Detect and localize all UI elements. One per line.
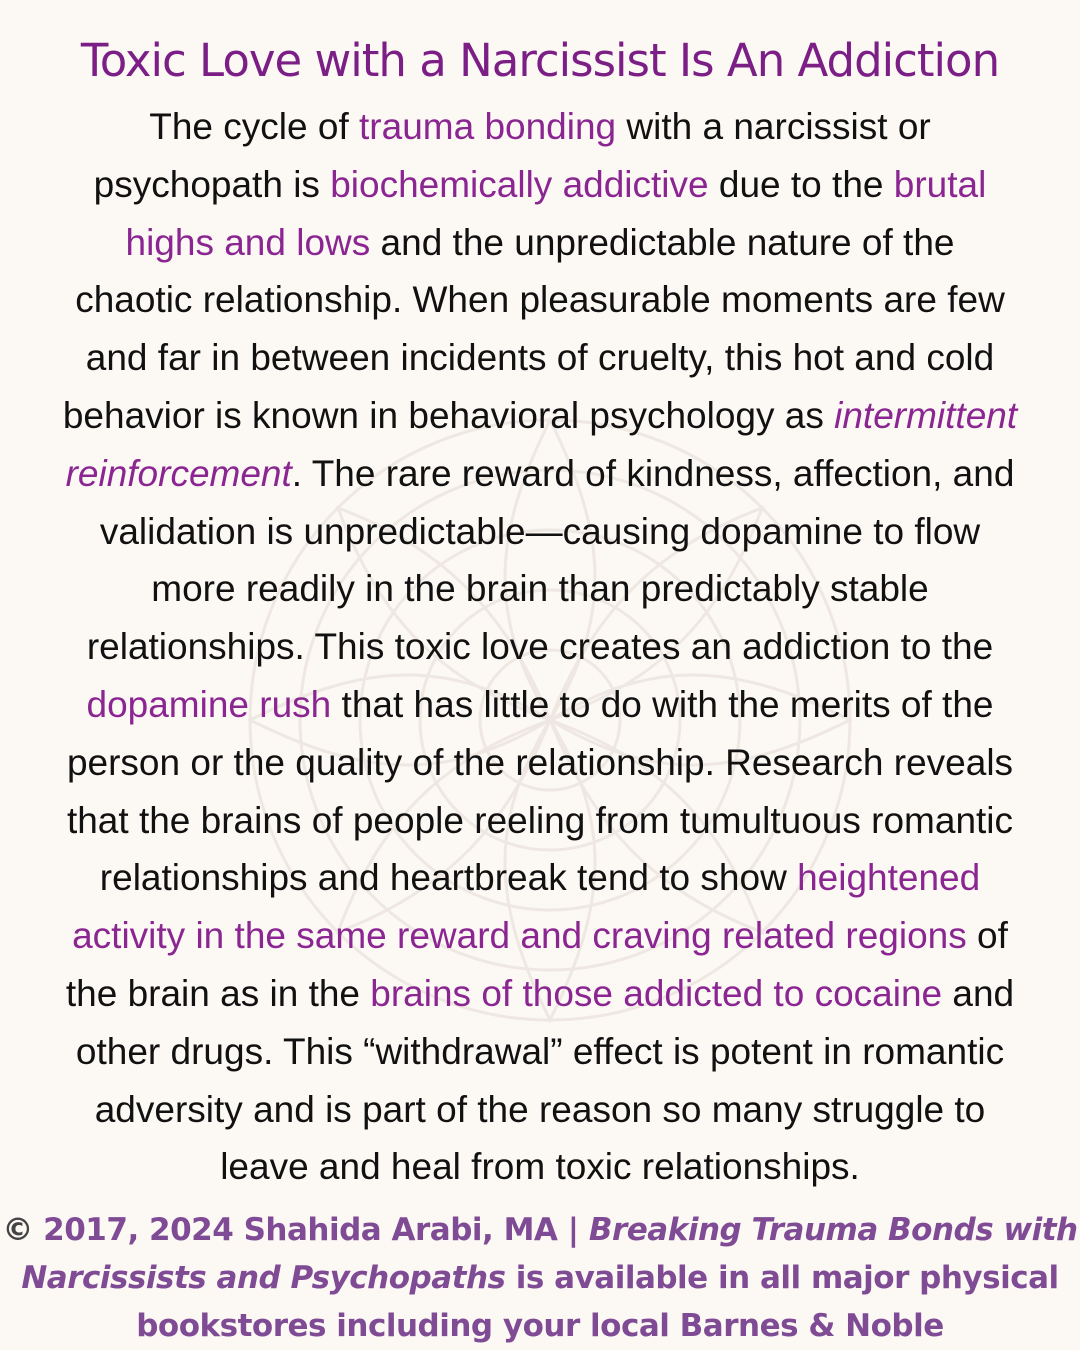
- highlighted-phrase: biochemically addictive: [330, 163, 709, 205]
- body-line: [0, 445, 1080, 503]
- footer-line-3: bookstores including your local Barnes & Noble: [136, 1308, 944, 1344]
- book-title-part-2: Narcissists and Psychopaths: [21, 1260, 506, 1296]
- body-line: [0, 1138, 1080, 1196]
- body-line: [0, 849, 1080, 907]
- body-text-segment: and: [942, 972, 1015, 1014]
- body-text-segment: due to the: [708, 163, 894, 205]
- body-line: [0, 503, 1080, 561]
- body-text-segment: the brain as in the: [65, 972, 371, 1014]
- highlighted-phrase: reinforcement: [65, 452, 292, 494]
- body-line: [0, 618, 1080, 676]
- body-text-segment: that has little to do with the merits of the: [331, 683, 994, 725]
- copyright-footer: [0, 1206, 1080, 1350]
- body-line: [0, 907, 1080, 965]
- footer-line-2: [0, 1254, 1080, 1302]
- footer-credit: 2017, 2024 Shahida Arabi, MA |: [32, 1212, 589, 1248]
- body-text-segment: with a narcissist or: [616, 106, 931, 147]
- highlighted-phrase: brains of those addicted to cocaine: [370, 972, 943, 1014]
- body-line: [0, 1081, 1080, 1139]
- body-text-segment: validation is unpredictable—causing dopamine to flow: [99, 510, 981, 552]
- highlighted-phrase: brutal: [893, 163, 987, 205]
- body-line: [0, 156, 1080, 214]
- body-line: [0, 271, 1080, 329]
- body-line: [0, 214, 1080, 272]
- body-text-segment: chaotic relationship. When pleasurable moments are few: [75, 279, 1005, 321]
- body-text-segment: adversity and is part of the reason so many struggle to: [94, 1088, 986, 1130]
- body-text-segment: person or the quality of the relationship. Research reveals: [66, 741, 1014, 783]
- footer-line-1: [0, 1206, 1080, 1254]
- body-text-segment: . The rare reward of kindness, affection, and: [291, 452, 1015, 494]
- body-text-segment: psychopath is: [93, 163, 331, 205]
- body-line: [0, 98, 1080, 156]
- body-line: [0, 676, 1080, 734]
- highlighted-phrase: trauma bonding: [359, 106, 617, 147]
- highlighted-phrase: highs and lows: [125, 221, 371, 263]
- copyright-symbol: ©: [2, 1212, 33, 1248]
- body-line: [0, 1023, 1080, 1081]
- body-text-segment: leave and heal from toxic relationships.: [220, 1146, 860, 1188]
- body-text-segment: relationships and heartbreak tend to show: [99, 857, 798, 899]
- body-text-segment: other drugs. This “withdrawal” effect is potent in romantic: [75, 1030, 1005, 1072]
- body-line: [0, 792, 1080, 850]
- body-text-segment: and far in between incidents of cruelty, this hot and cold: [85, 337, 995, 379]
- body-line: [0, 387, 1080, 445]
- body-text-segment: that the brains of people reeling from tumultuous romantic: [66, 799, 1014, 841]
- body-text-segment: behavior is known in behavioral psychology as: [62, 394, 835, 436]
- body-text-segment: and the unpredictable nature of the: [370, 221, 955, 263]
- body-text-segment: relationships. This toxic love creates an addiction to the: [86, 626, 994, 668]
- body-line: [0, 734, 1080, 792]
- body-line: [0, 329, 1080, 387]
- article-body: [0, 98, 1080, 1196]
- body-text-segment: of: [966, 915, 1008, 957]
- body-line: [0, 560, 1080, 618]
- book-title-part-1: Breaking Trauma Bonds with: [588, 1212, 1078, 1248]
- page-title: Toxic Love with a Narcissist Is An Addiction: [80, 34, 1000, 87]
- highlighted-phrase: dopamine rush: [86, 683, 332, 725]
- footer-availability: is available in all major physical: [505, 1260, 1059, 1296]
- highlighted-phrase: intermittent: [834, 394, 1018, 436]
- body-line: [0, 965, 1080, 1023]
- body-text-segment: more readily in the brain than predictably stable: [151, 568, 929, 610]
- body-text-segment: The cycle of: [149, 106, 360, 147]
- highlighted-phrase: heightened: [797, 857, 981, 899]
- highlighted-phrase: activity in the same reward and craving related regions: [72, 915, 967, 957]
